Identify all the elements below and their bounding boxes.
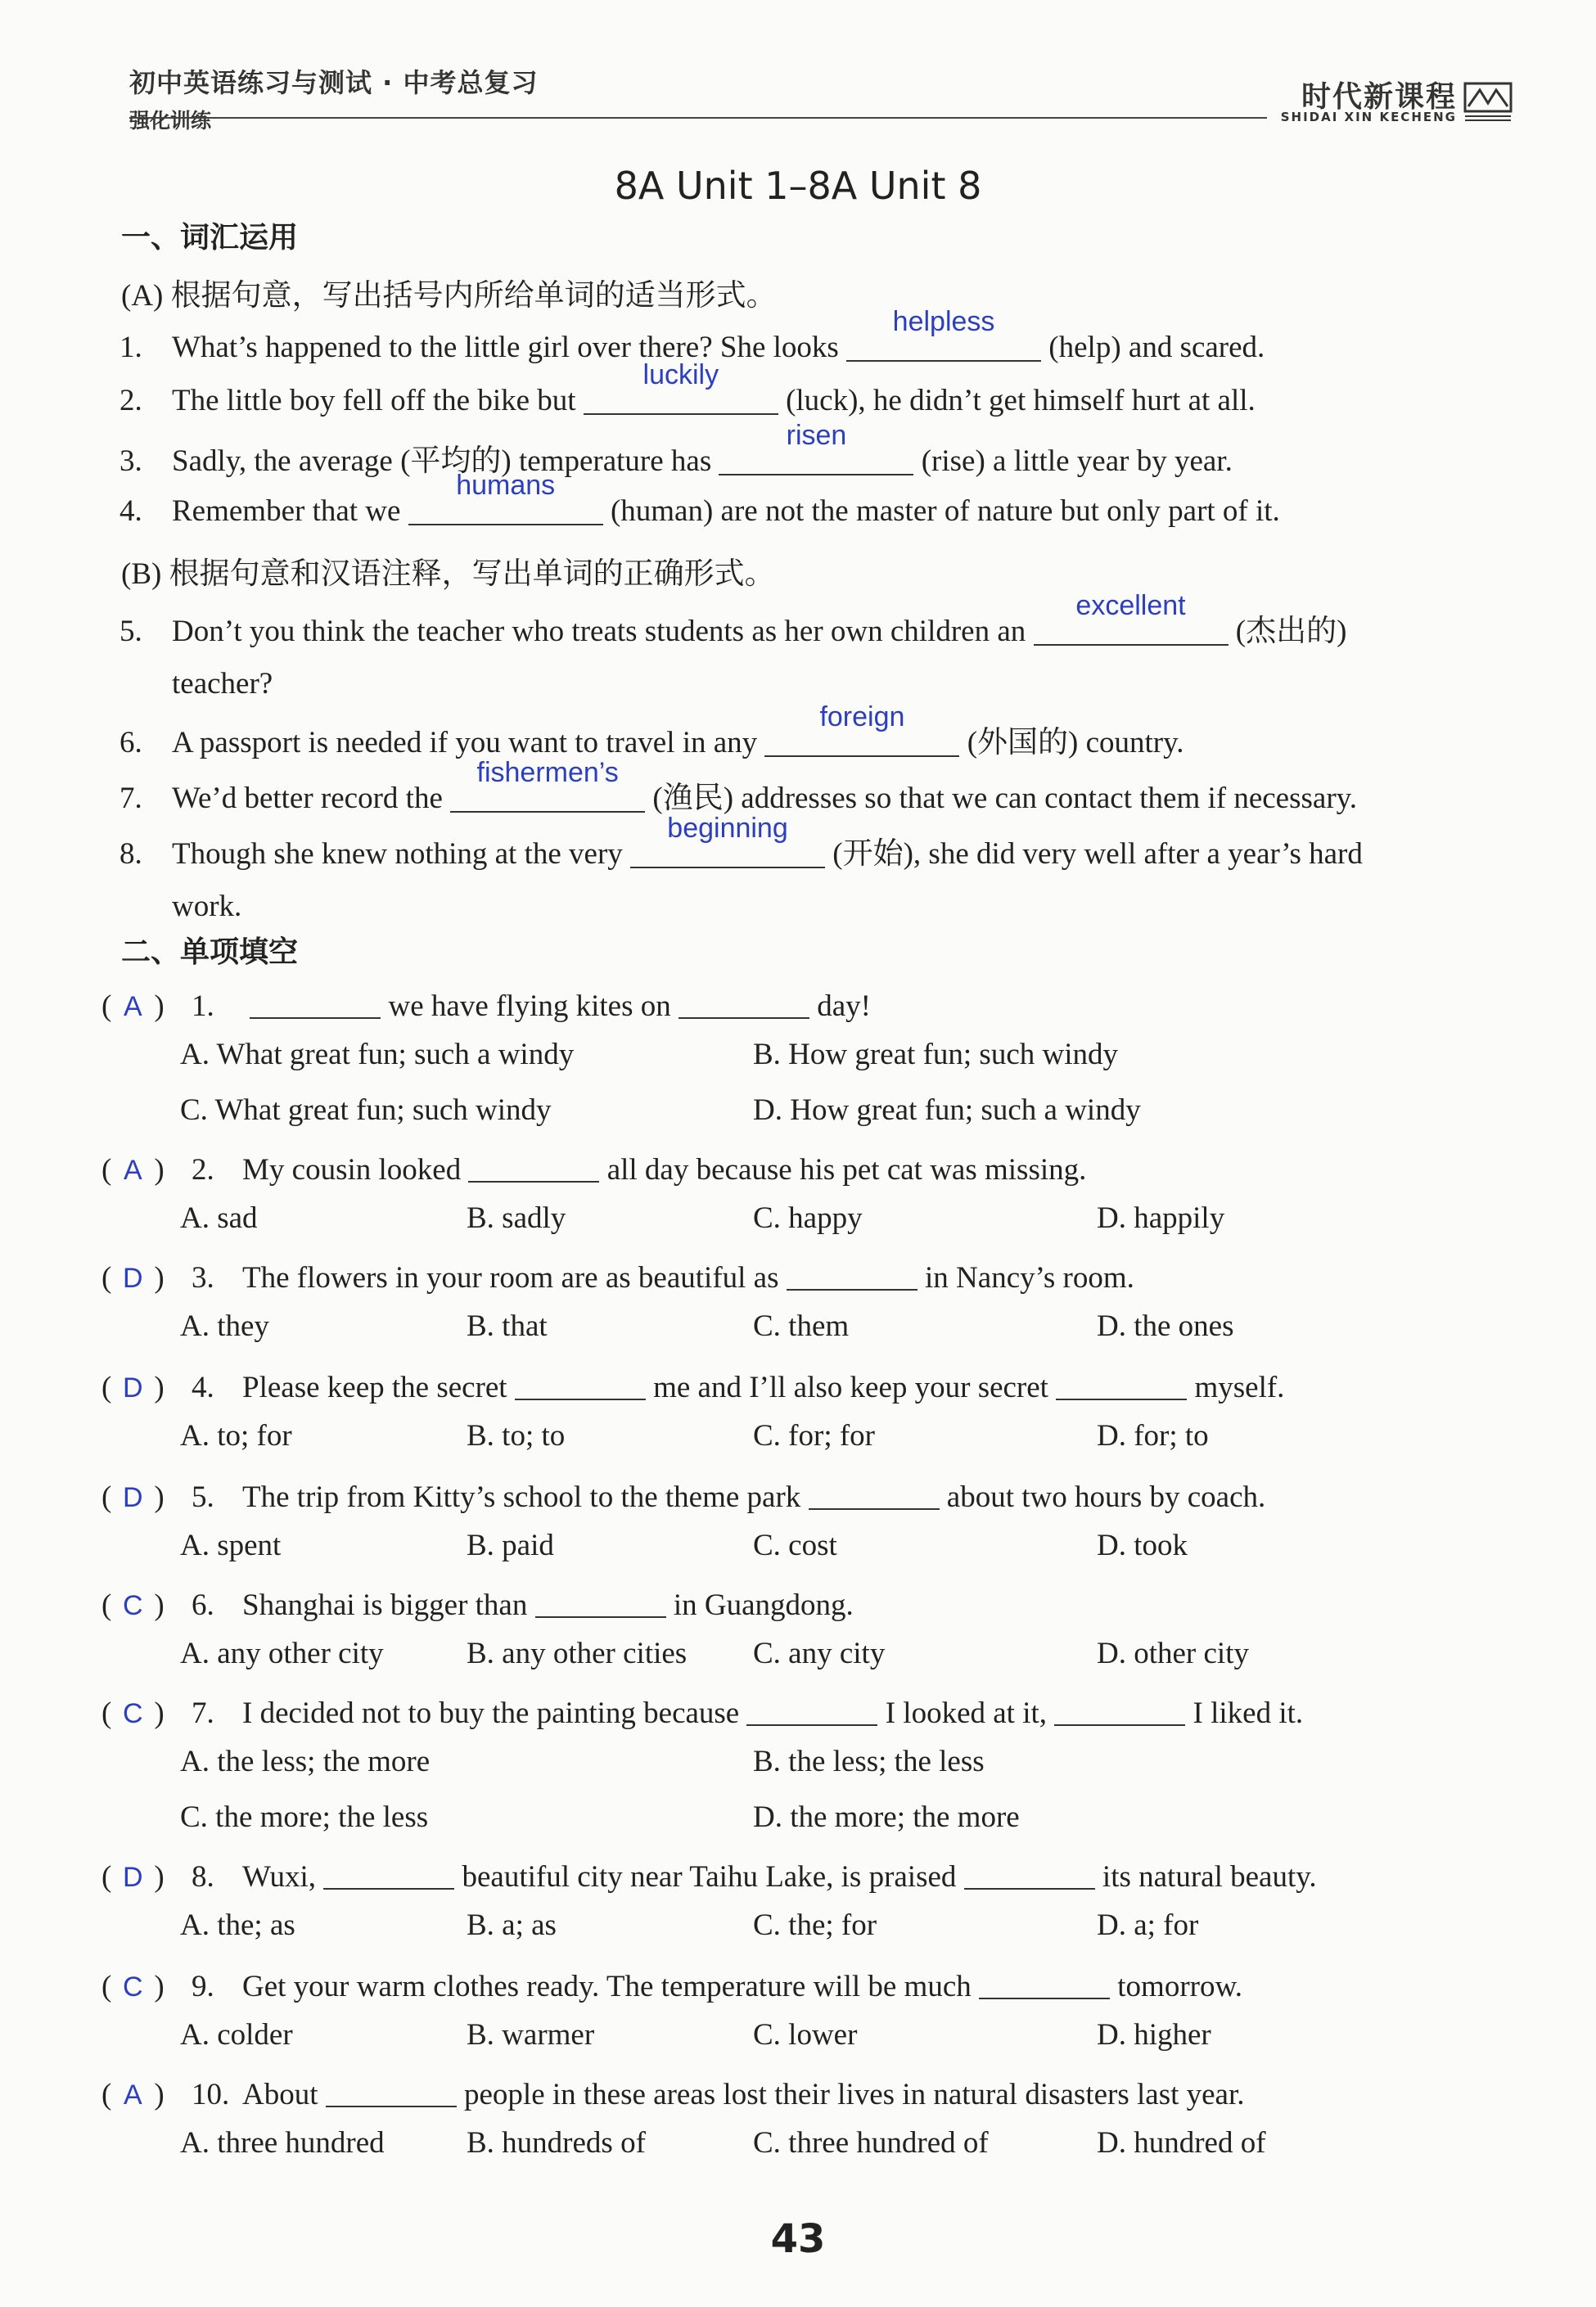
vocab-question <box>119 757 1357 817</box>
question-blank <box>326 2079 457 2107</box>
vocab-question <box>119 701 1184 761</box>
page-number: 43 <box>770 2216 826 2262</box>
answer-blank <box>719 420 913 475</box>
question-text: its natural beauty. <box>1102 1860 1317 1894</box>
vocab-question <box>119 590 1347 701</box>
option: B. paid <box>467 1529 554 1562</box>
option: C. the more; the less <box>180 1800 429 1834</box>
question-text: tomorrow. <box>1117 1970 1243 2003</box>
answer-parentheses: ( D ) <box>101 1480 165 1514</box>
choice-question <box>101 1859 1317 1957</box>
options-row <box>101 1908 1317 1957</box>
selected-answer: A <box>123 2079 142 2111</box>
question-text: Don’t you think the teacher who treats students as her own children an <box>172 615 1026 648</box>
vocab-question <box>119 470 1280 529</box>
option: A. sad <box>180 1201 258 1235</box>
question-number: 5. <box>119 615 142 648</box>
question-blank <box>468 1155 599 1183</box>
question-blank <box>250 991 381 1019</box>
question-number: 9. <box>192 1970 214 2003</box>
brand-chinese: 时代新课程 <box>1301 80 1457 114</box>
handwritten-answer: risen <box>786 420 847 451</box>
option: C. for; for <box>753 1419 875 1453</box>
question-text: Please keep the secret <box>242 1371 507 1404</box>
question-number: 8. <box>192 1860 214 1894</box>
question-blank <box>809 1482 940 1510</box>
selected-answer: C <box>123 1590 143 1621</box>
question-blank <box>964 1862 1095 1890</box>
handwritten-answer: excellent <box>1075 590 1186 621</box>
option: B. that <box>467 1309 548 1343</box>
answer-parentheses: ( D ) <box>101 1371 165 1404</box>
option: C. three hundred of <box>753 2126 989 2160</box>
question-number: 6. <box>119 726 142 759</box>
option: D. other city <box>1097 1637 1249 1670</box>
option: B. the less; the less <box>753 1745 985 1778</box>
question-number: 7. <box>119 782 142 815</box>
choice-question <box>101 1696 1303 1845</box>
answer-parentheses: ( D ) <box>101 1261 165 1295</box>
selected-answer: D <box>123 1372 143 1404</box>
selected-answer: A <box>123 1155 142 1186</box>
question-blank <box>1054 1698 1185 1726</box>
question-text: Remember that we <box>172 494 401 528</box>
choice-question <box>101 1370 1284 1467</box>
answer-parentheses: ( C ) <box>101 1970 165 2003</box>
answer-blank <box>630 813 825 868</box>
answer-parentheses: ( C ) <box>101 1696 165 1730</box>
vocab-question <box>119 813 1363 924</box>
question-number: 2. <box>192 1153 214 1187</box>
options-row <box>101 1201 1225 1250</box>
option: D. hundred of <box>1097 2126 1266 2160</box>
question-text: We’d better record the <box>172 782 443 815</box>
question-text: Though she knew nothing at the very <box>172 837 623 871</box>
answer-blank <box>1034 590 1229 646</box>
question-number: 6. <box>192 1588 214 1622</box>
question-blank <box>515 1372 646 1400</box>
answer-parentheses: ( A ) <box>101 2078 165 2111</box>
part-b-instruction: (B) 根据句意和汉语注释，写出单词的正确形式。 <box>121 557 775 591</box>
question-text: Shanghai is bigger than <box>242 1588 528 1622</box>
option: D. a; for <box>1097 1908 1199 1942</box>
question-number: 1. <box>119 331 142 364</box>
option: B. to; to <box>467 1419 566 1453</box>
section-choice-heading: 二、单项填空 <box>121 935 299 969</box>
question-text: About <box>242 2078 318 2111</box>
option: B. any other cities <box>467 1637 688 1670</box>
selected-answer: D <box>123 1862 143 1893</box>
question-blank <box>746 1698 877 1726</box>
question-text: about two hours by coach. <box>946 1480 1266 1514</box>
option: D. took <box>1097 1529 1188 1562</box>
question-text: in Nancy’s room. <box>925 1261 1134 1295</box>
handwritten-answer: beginning <box>667 813 788 844</box>
options-row <box>101 1528 1265 1577</box>
vocab-question <box>119 359 1256 418</box>
header-left <box>129 62 538 134</box>
question-number: 10. <box>192 2078 230 2111</box>
option: C. What great fun; such windy <box>180 1093 552 1127</box>
brand-logo-icon <box>1463 82 1513 123</box>
question-continuation: teacher? <box>172 667 273 701</box>
option: B. sadly <box>467 1201 566 1235</box>
question-text: beautiful city near Taihu Lake, is praised <box>462 1860 957 1894</box>
header-rule <box>129 117 1267 119</box>
brand-pinyin: SHIDAI XIN KECHENG <box>1280 110 1457 124</box>
options-row <box>101 1744 1303 1845</box>
option: C. lower <box>753 2018 858 2052</box>
question-blank <box>1056 1372 1187 1400</box>
question-text: My cousin looked <box>242 1153 462 1187</box>
option: C. them <box>753 1309 850 1343</box>
option: D. higher <box>1097 2018 1211 2052</box>
question-blank <box>535 1590 666 1618</box>
question-continuation: work. <box>172 890 242 923</box>
question-number: 2. <box>119 384 142 417</box>
option: D. happily <box>1097 1201 1225 1235</box>
question-hint: (rise) a little year by year. <box>921 444 1233 478</box>
selected-answer: C <box>123 1698 143 1729</box>
choice-question <box>101 1480 1265 1577</box>
option: A. they <box>180 1309 269 1343</box>
option: A. the; as <box>180 1908 295 1942</box>
options-row <box>101 2017 1242 2066</box>
handwritten-answer: foreign <box>819 701 905 732</box>
question-text: in Guangdong. <box>673 1588 854 1622</box>
choice-question <box>101 1260 1234 1358</box>
option: A. three hundred <box>180 2126 385 2160</box>
answer-blank <box>584 359 778 415</box>
handwritten-answer: humans <box>456 470 556 501</box>
option: D. for; to <box>1097 1419 1209 1453</box>
question-text: me and I’ll also keep your secret <box>653 1371 1048 1404</box>
part-a-instruction: (A) 根据句意，写出括号内所给单词的适当形式。 <box>121 279 777 313</box>
selected-answer: D <box>123 1482 143 1513</box>
question-number: 1. <box>192 989 214 1023</box>
answer-parentheses: ( A ) <box>101 989 165 1023</box>
question-text: myself. <box>1194 1371 1285 1404</box>
options-row <box>101 1037 1141 1138</box>
option: B. a; as <box>467 1908 557 1942</box>
answer-parentheses: ( A ) <box>101 1153 165 1187</box>
question-text: day! <box>817 989 871 1023</box>
choice-question <box>101 1588 1249 1685</box>
choice-question <box>101 1152 1225 1250</box>
options-row <box>101 2125 1266 2174</box>
choice-question <box>101 989 1141 1138</box>
question-text: I liked it. <box>1192 1696 1304 1730</box>
question-number: 8. <box>119 837 142 871</box>
option: C. happy <box>753 1201 863 1235</box>
question-text: The trip from Kitty’s school to the theme park <box>242 1480 801 1514</box>
option: B. How great fun; such windy <box>753 1038 1118 1071</box>
question-number: 3. <box>119 444 142 478</box>
answer-parentheses: ( C ) <box>101 1588 165 1622</box>
options-row <box>101 1309 1234 1358</box>
handwritten-answer: luckily <box>642 359 719 390</box>
question-number: 4. <box>192 1371 214 1404</box>
brand <box>1267 74 1513 124</box>
question-number: 7. <box>192 1696 214 1730</box>
question-text: The little boy fell off the bike but <box>172 384 576 417</box>
question-text: I looked at it, <box>885 1696 1048 1730</box>
selected-answer: C <box>123 1971 143 2003</box>
question-number: 4. <box>119 494 142 528</box>
question-text: What’s happened to the little girl over there? She looks <box>172 331 839 364</box>
book-title: 初中英语练习与测试 · 中考总复习 <box>129 67 539 98</box>
question-blank <box>679 991 809 1019</box>
answer-blank <box>764 701 959 757</box>
unit-title: 8A Unit 1–8A Unit 8 <box>614 164 982 208</box>
option: B. hundreds of <box>467 2126 646 2160</box>
question-hint: (human) are not the master of nature but only part of it. <box>610 494 1280 528</box>
options-row <box>101 1636 1249 1685</box>
question-blank <box>787 1263 917 1291</box>
question-hint: (help) and scared. <box>1048 331 1265 364</box>
question-text: all day because his pet cat was missing. <box>606 1153 1087 1187</box>
question-hint: (外国的) country. <box>967 726 1184 759</box>
question-text: The flowers in your room are as beautiful as <box>242 1261 779 1295</box>
question-text: Get your warm clothes ready. The temperature will be much <box>242 1970 972 2003</box>
question-text: I decided not to buy the painting because <box>242 1696 740 1730</box>
option: A. to; for <box>180 1419 292 1453</box>
question-text: Wuxi, <box>242 1860 316 1894</box>
option: D. the more; the more <box>753 1800 1020 1834</box>
question-hint: (开始), she did very well after a year’s hard <box>832 837 1363 871</box>
option: C. the; for <box>753 1908 877 1942</box>
option: A. the less; the more <box>180 1745 431 1778</box>
option: A. What great fun; such a windy <box>180 1038 575 1071</box>
question-number: 3. <box>192 1261 214 1295</box>
section-vocabulary-heading: 一、词汇运用 <box>121 221 299 255</box>
option: C. any city <box>753 1637 886 1670</box>
book-subtitle: 强化训练 <box>129 109 212 133</box>
question-text: people in these areas lost their lives in natural disasters last year. <box>464 2078 1245 2111</box>
option: B. warmer <box>467 2018 595 2052</box>
option: A. colder <box>180 2018 293 2052</box>
question-number: 5. <box>192 1480 214 1514</box>
handwritten-answer: fishermen’s <box>476 757 619 788</box>
question-blank <box>979 1971 1110 1999</box>
handwritten-answer: helpless <box>892 306 995 337</box>
option: A. any other city <box>180 1637 384 1670</box>
vocab-question <box>119 420 1233 480</box>
answer-parentheses: ( D ) <box>101 1860 165 1894</box>
option: A. spent <box>180 1529 282 1562</box>
question-blank <box>323 1862 454 1890</box>
option: C. cost <box>753 1529 837 1562</box>
answer-blank <box>450 757 645 813</box>
option: D. the ones <box>1097 1309 1234 1343</box>
choice-question <box>101 1969 1242 2066</box>
question-hint: (渔民) addresses so that we can contact them if necessary. <box>652 782 1357 815</box>
answer-blank <box>408 470 603 525</box>
selected-answer: A <box>123 991 142 1022</box>
question-text: Sadly, the average (平均的) temperature has <box>172 444 712 478</box>
question-hint: (luck), he didn’t get himself hurt at all. <box>786 384 1256 417</box>
question-text: A passport is needed if you want to travel in any <box>172 726 758 759</box>
choice-question <box>101 2077 1266 2174</box>
options-row <box>101 1418 1284 1467</box>
option: D. How great fun; such a windy <box>753 1093 1141 1127</box>
selected-answer: D <box>123 1263 143 1294</box>
answer-blank <box>846 306 1041 362</box>
question-hint: (杰出的) <box>1235 615 1347 648</box>
question-text: we have flying kites on <box>388 989 671 1023</box>
